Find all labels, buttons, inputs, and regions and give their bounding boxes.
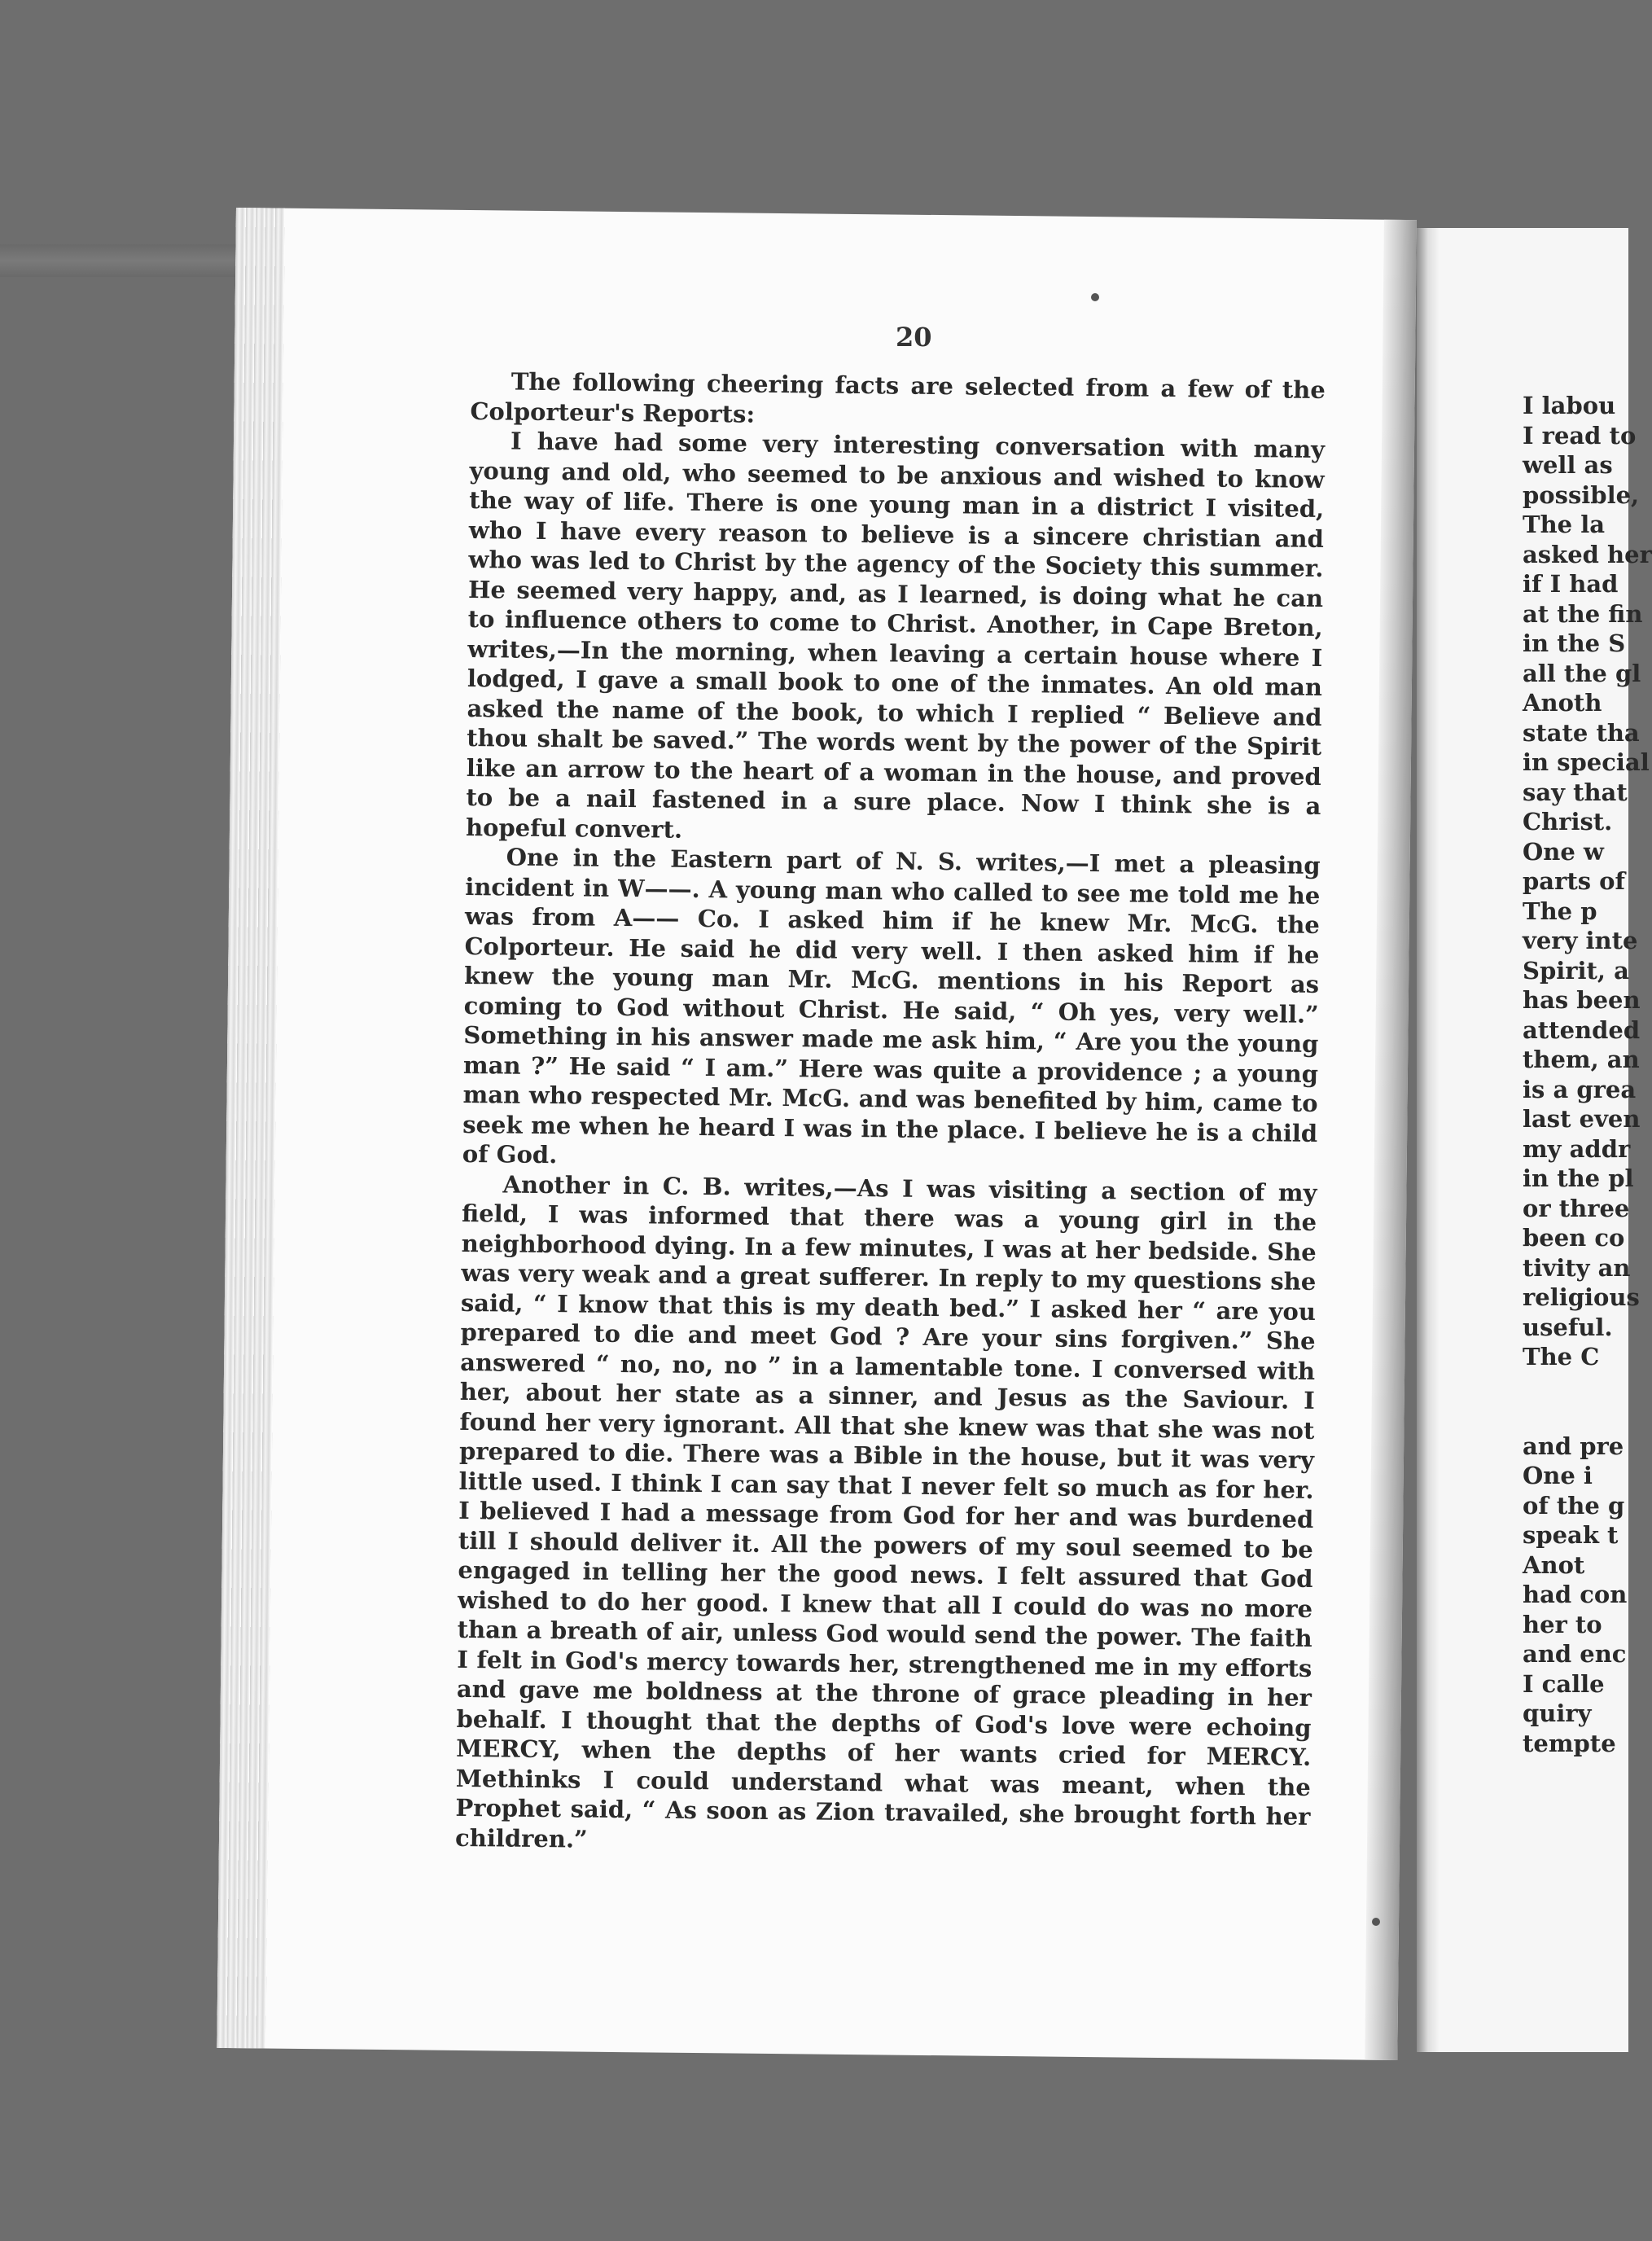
facing-page-line: at the fin bbox=[1523, 599, 1643, 628]
paragraph: Another in C. B. writes,—As I was visiting a section of my field, I was informed that there was a young girl in the neighborhood dying. In a few minutes, I was at her bedside. She was very weak and a great sufferer. In reply to my questions she said, “ I know that this is my death bed.” I asked her “ are you prepared to die and meet God ? Are your sins forgiven.” She answered “ no, no, no ” in a lamentable tone. I conversed with her, about her state as a sinner, and Jesus as the Saviour. I found her very ignorant. All that she knew was that she was not prepared to die. There was a Bible in the house, but it was very little used. I think I can say that I never felt so much as for her. I believed I had a message from God for her and was burdened till I should deliver it. All the powers of my soul seemed to be engaged in telling her the good news. I felt assured that God wished to do her good. I knew that all I could do was no more than a breath of air, unless God would send the power. The faith I felt in God's mercy towards her, strengthened me in my efforts and gave me boldness at the throne of grace pleading in her behalf. I thought that the depths of God's love were echoing MERCY, when the depths of her wants cried for MERCY. Methinks I could understand what was meant, when the Prophet said, “ As soon as Zion travailed, she brought forth her children.” bbox=[454, 1169, 1317, 1853]
facing-page-line: her to bbox=[1523, 1610, 1602, 1638]
facing-page-line: Christ. bbox=[1523, 808, 1613, 835]
facing-page-line: attended bbox=[1523, 1015, 1641, 1044]
facing-page-line: very inte bbox=[1523, 927, 1638, 954]
facing-page-line: The C bbox=[1523, 1343, 1600, 1370]
facing-page-line: in the S bbox=[1523, 629, 1626, 657]
facing-page-line: religious bbox=[1523, 1283, 1640, 1311]
right-gutter-shadow bbox=[1417, 228, 1439, 2052]
facing-page-line: last even bbox=[1523, 1105, 1641, 1133]
facing-page-line bbox=[1523, 1401, 1637, 1432]
facing-page-line: parts of bbox=[1523, 867, 1625, 895]
facing-page-line: and pre bbox=[1523, 1432, 1624, 1460]
facing-page-line: Anot bbox=[1523, 1550, 1585, 1579]
page-edge-stack bbox=[217, 208, 285, 2049]
facing-page-line: or three bbox=[1523, 1194, 1630, 1222]
facing-page-line: I read to bbox=[1523, 421, 1637, 450]
page-number: 20 bbox=[896, 322, 932, 353]
facing-page-line: The p bbox=[1523, 897, 1597, 925]
facing-page-line: state tha bbox=[1523, 718, 1640, 747]
facing-page-line: possible, bbox=[1523, 480, 1640, 509]
facing-page-line: One w bbox=[1523, 837, 1604, 866]
facing-page-line: I calle bbox=[1523, 1669, 1605, 1698]
facing-page-line: of the g bbox=[1523, 1491, 1625, 1520]
body-text bbox=[455, 366, 1326, 1862]
facing-page-line: has been bbox=[1523, 986, 1641, 1014]
facing-page-line: tivity an bbox=[1523, 1253, 1631, 1282]
facing-page-line: well as bbox=[1523, 451, 1613, 479]
facing-page-line: is a grea bbox=[1523, 1075, 1637, 1103]
facing-page-line: been co bbox=[1523, 1224, 1625, 1252]
paragraph: One in the Eastern part of N. S. writes,—I met a pleasing incident in W——. A young man who called to see me told me he was from A—— Co. I asked him if he knew Mr. McG. the Colporteur. He said he did very well. I then asked him if he knew the young man Mr. McG. mentions in his Report as coming to God without Christ. He said, “ Oh yes, very well.” Something in his answer made me ask him, “ Are you the young man ?” He said “ I am.” Here was quite a providence ; a young man who respected Mr. McG. and was benefited by him, came to seek me when he heard I was in the place. I believe he is a child of God. bbox=[462, 843, 1321, 1169]
speck bbox=[1372, 1918, 1380, 1926]
speck bbox=[1091, 293, 1099, 301]
facing-page-line: quiry bbox=[1523, 1699, 1592, 1727]
facing-page-line: I labou bbox=[1523, 392, 1616, 419]
facing-page-line: tempte bbox=[1523, 1729, 1616, 1757]
facing-page-line: speak t bbox=[1523, 1521, 1619, 1549]
paragraph: The following cheering facts are selected from a few of the Colporteur's Reports: bbox=[470, 367, 1326, 428]
facing-page-line: and enc bbox=[1523, 1640, 1627, 1668]
facing-page-line: asked her bbox=[1523, 540, 1652, 568]
facing-page-line: in the pl bbox=[1523, 1164, 1634, 1192]
facing-page-line: my addr bbox=[1523, 1134, 1631, 1163]
gutter-shadow bbox=[1365, 220, 1417, 2060]
facing-page-line: had con bbox=[1523, 1581, 1628, 1608]
facing-page-line: say that bbox=[1523, 778, 1628, 806]
paragraph: I have had some very interesting conversation with many young and old, who seemed to be anxious and wished to know the way of life. There is one young man in a district I visited, who I have every reason to believe is a sincere christian and who was led to Christ by the agency of the Society this summer. He seemed very happy, and, as I learned, is doing what he can to influence others to come to Christ. Another, in Cape Breton, writes,—In the morning, when leaving a certain house where I lodged, I gave a small book to one of the inmates. An old man asked the name of the book, to which I replied “ Believe and thou shalt be saved.” The words went by the power of the Spirit like an arrow to the heart of a woman in the house, and proved to be a nail fastened in a sure place. Now I think she is a hopeful convert. bbox=[465, 427, 1326, 844]
facing-page-line: in special bbox=[1523, 748, 1650, 776]
facing-page-text bbox=[1523, 391, 1652, 1758]
facing-page-line: Spirit, a bbox=[1523, 956, 1629, 985]
facing-page-line bbox=[1523, 1372, 1637, 1402]
facing-page-line: them, an bbox=[1523, 1046, 1640, 1073]
facing-page-line: if I had bbox=[1523, 570, 1619, 598]
facing-page-line: One i bbox=[1523, 1462, 1593, 1489]
facing-page-line: all the gl bbox=[1523, 659, 1641, 687]
facing-page-line: The la bbox=[1523, 511, 1606, 538]
facing-page-line: Anoth bbox=[1523, 689, 1602, 717]
facing-page-line: useful. bbox=[1523, 1313, 1613, 1341]
